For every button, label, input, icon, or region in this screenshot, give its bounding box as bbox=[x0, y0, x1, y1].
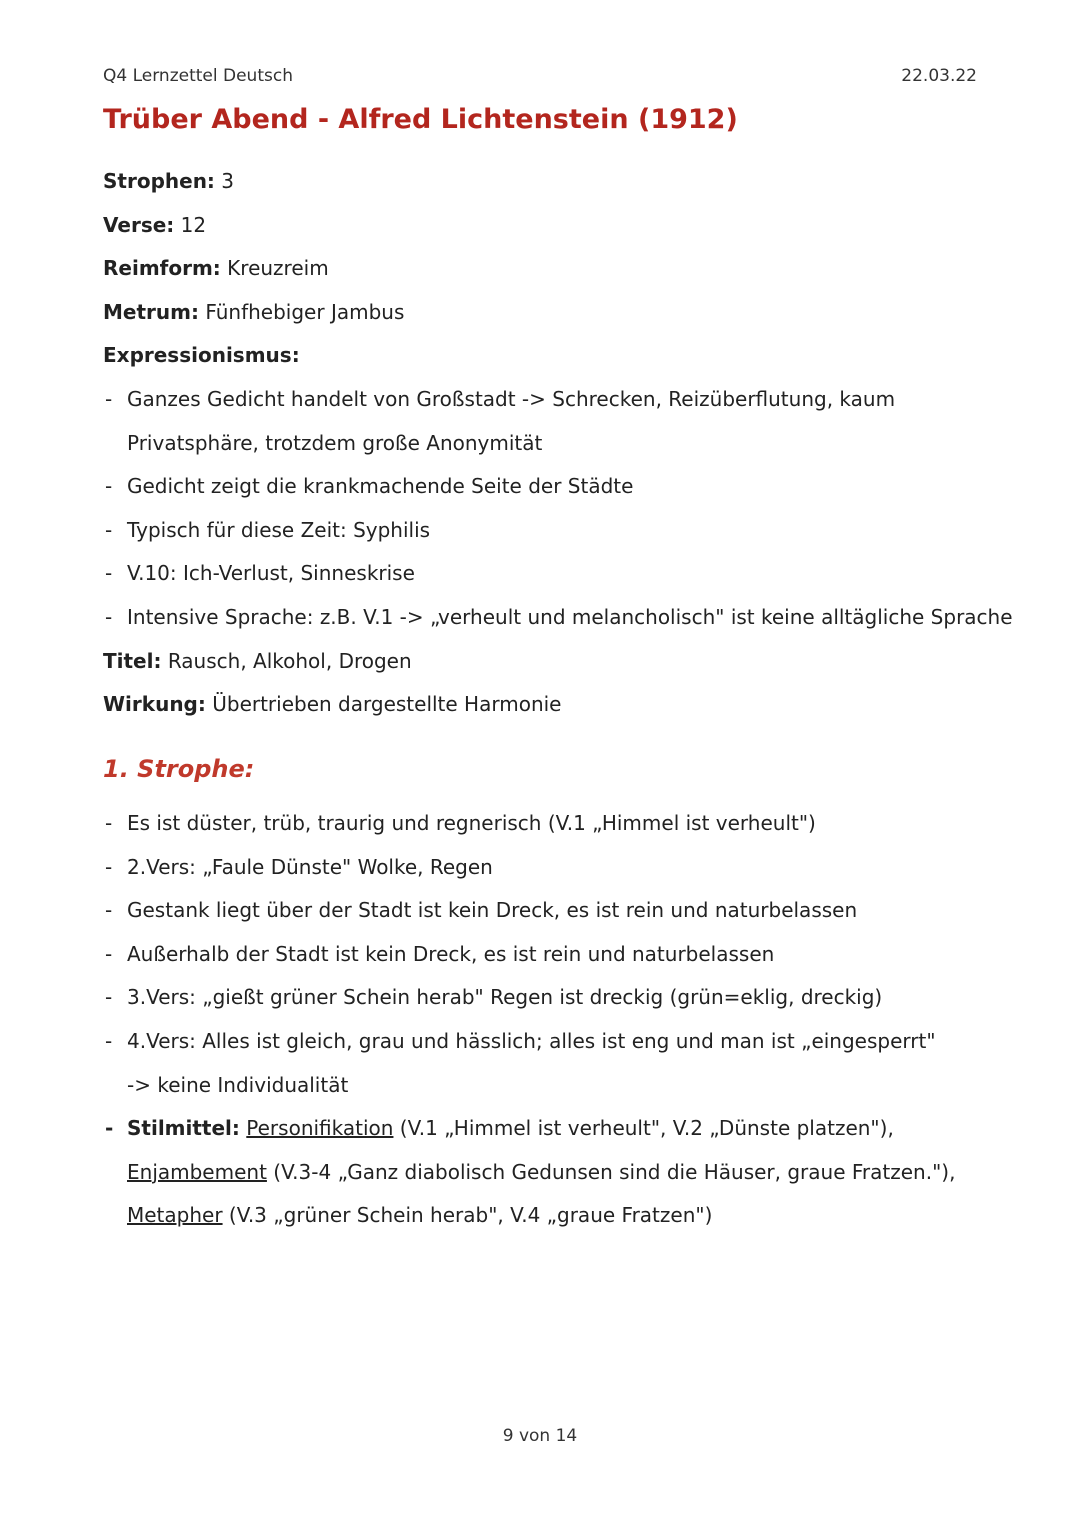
strophen-label: Strophen: bbox=[103, 169, 215, 193]
page-title: Trüber Abend - Alfred Lichtenstein (1912) bbox=[103, 104, 738, 135]
reimform-label: Reimform: bbox=[103, 256, 221, 281]
reimform-row bbox=[103, 247, 1013, 291]
poem-overview bbox=[103, 160, 1013, 727]
page-number: 9 von 14 bbox=[502, 1426, 578, 1446]
list-item: - Ganzes Gedicht handelt von Großstadt -> Schrecken, Reizüberflutung, kaum Privatsphäre, trotzdem große Anonymität bbox=[103, 378, 1013, 465]
list-item: - 2.Vers: „Faule Dünste" Wolke, Regen bbox=[103, 846, 955, 890]
list-item: - Es ist düster, trüb, traurig und regnerisch (V.1 „Himmel ist verheult") bbox=[103, 802, 955, 846]
personifikation-examples: (V.1 „Himmel ist verheult", V.2 „Dünste platzen"), bbox=[393, 1116, 894, 1141]
expressionismus-list bbox=[103, 378, 1013, 640]
metrum-row bbox=[103, 291, 1013, 335]
strophe-1-notes bbox=[103, 802, 955, 1238]
metrum-label: Metrum: bbox=[103, 299, 199, 324]
strophen-row bbox=[103, 160, 1013, 204]
verse-value: 12 bbox=[174, 212, 207, 237]
list-item: - 4.Vers: Alles ist gleich, grau und hässlich; alles ist eng und man ist „eingesperrt" -> keine Individualität bbox=[103, 1020, 955, 1107]
date-label: 22.03.22 bbox=[901, 66, 977, 86]
wirkung-label: Wirkung: bbox=[103, 692, 206, 717]
strophe-1-heading: 1. Strophe: bbox=[103, 755, 255, 783]
list-item: - 3.Vers: „gießt grüner Schein herab" Regen ist dreckig (grün=eklig, dreckig) bbox=[103, 976, 955, 1020]
titel-row bbox=[103, 640, 1013, 684]
stilmittel-label: Stilmittel: bbox=[127, 1116, 240, 1141]
stilmittel-item bbox=[103, 1107, 955, 1238]
metapher-term: Metapher bbox=[127, 1203, 223, 1228]
enjambement-term: Enjambement bbox=[127, 1159, 267, 1184]
expressionismus-label: Expressionismus: bbox=[103, 343, 300, 368]
list-item: - V.10: Ich-Verlust, Sinneskrise bbox=[103, 552, 1013, 596]
list-item: - Intensive Sprache: z.B. V.1 -> „verheult und melancholisch" ist keine alltägliche Sprache bbox=[103, 596, 1013, 640]
titel-label: Titel: bbox=[103, 648, 162, 673]
titel-value: Rausch, Alkohol, Drogen bbox=[161, 648, 412, 673]
personifikation-term: Personifikation bbox=[246, 1116, 394, 1141]
strophe-1-list bbox=[103, 802, 955, 1238]
list-item: - Gestank liegt über der Stadt ist kein Dreck, es ist rein und naturbelassen bbox=[103, 889, 955, 933]
list-item: - Typisch für diese Zeit: Syphilis bbox=[103, 509, 1013, 553]
wirkung-row bbox=[103, 683, 1013, 727]
enjambement-examples: (V.3-4 „Ganz diabolisch Gedunsen sind die Häuser, graue Fratzen."), bbox=[266, 1159, 956, 1184]
reimform-value: Kreuzreim bbox=[220, 256, 329, 281]
course-label: Q4 Lernzettel Deutsch bbox=[103, 66, 293, 86]
list-item: - Gedicht zeigt die krankmachende Seite der Städte bbox=[103, 465, 1013, 509]
metrum-value: Fünfhebiger Jambus bbox=[198, 299, 405, 324]
metapher-examples: (V.3 „grüner Schein herab", V.4 „graue Fratzen") bbox=[222, 1203, 713, 1228]
list-item: - Außerhalb der Stadt ist kein Dreck, es ist rein und naturbelassen bbox=[103, 933, 955, 977]
verse-row bbox=[103, 204, 1013, 248]
wirkung-value: Übertrieben dargestellte Harmonie bbox=[205, 692, 562, 717]
expressionismus-row bbox=[103, 334, 1013, 378]
strophen-value: 3 bbox=[214, 169, 235, 193]
verse-label: Verse: bbox=[103, 212, 175, 237]
